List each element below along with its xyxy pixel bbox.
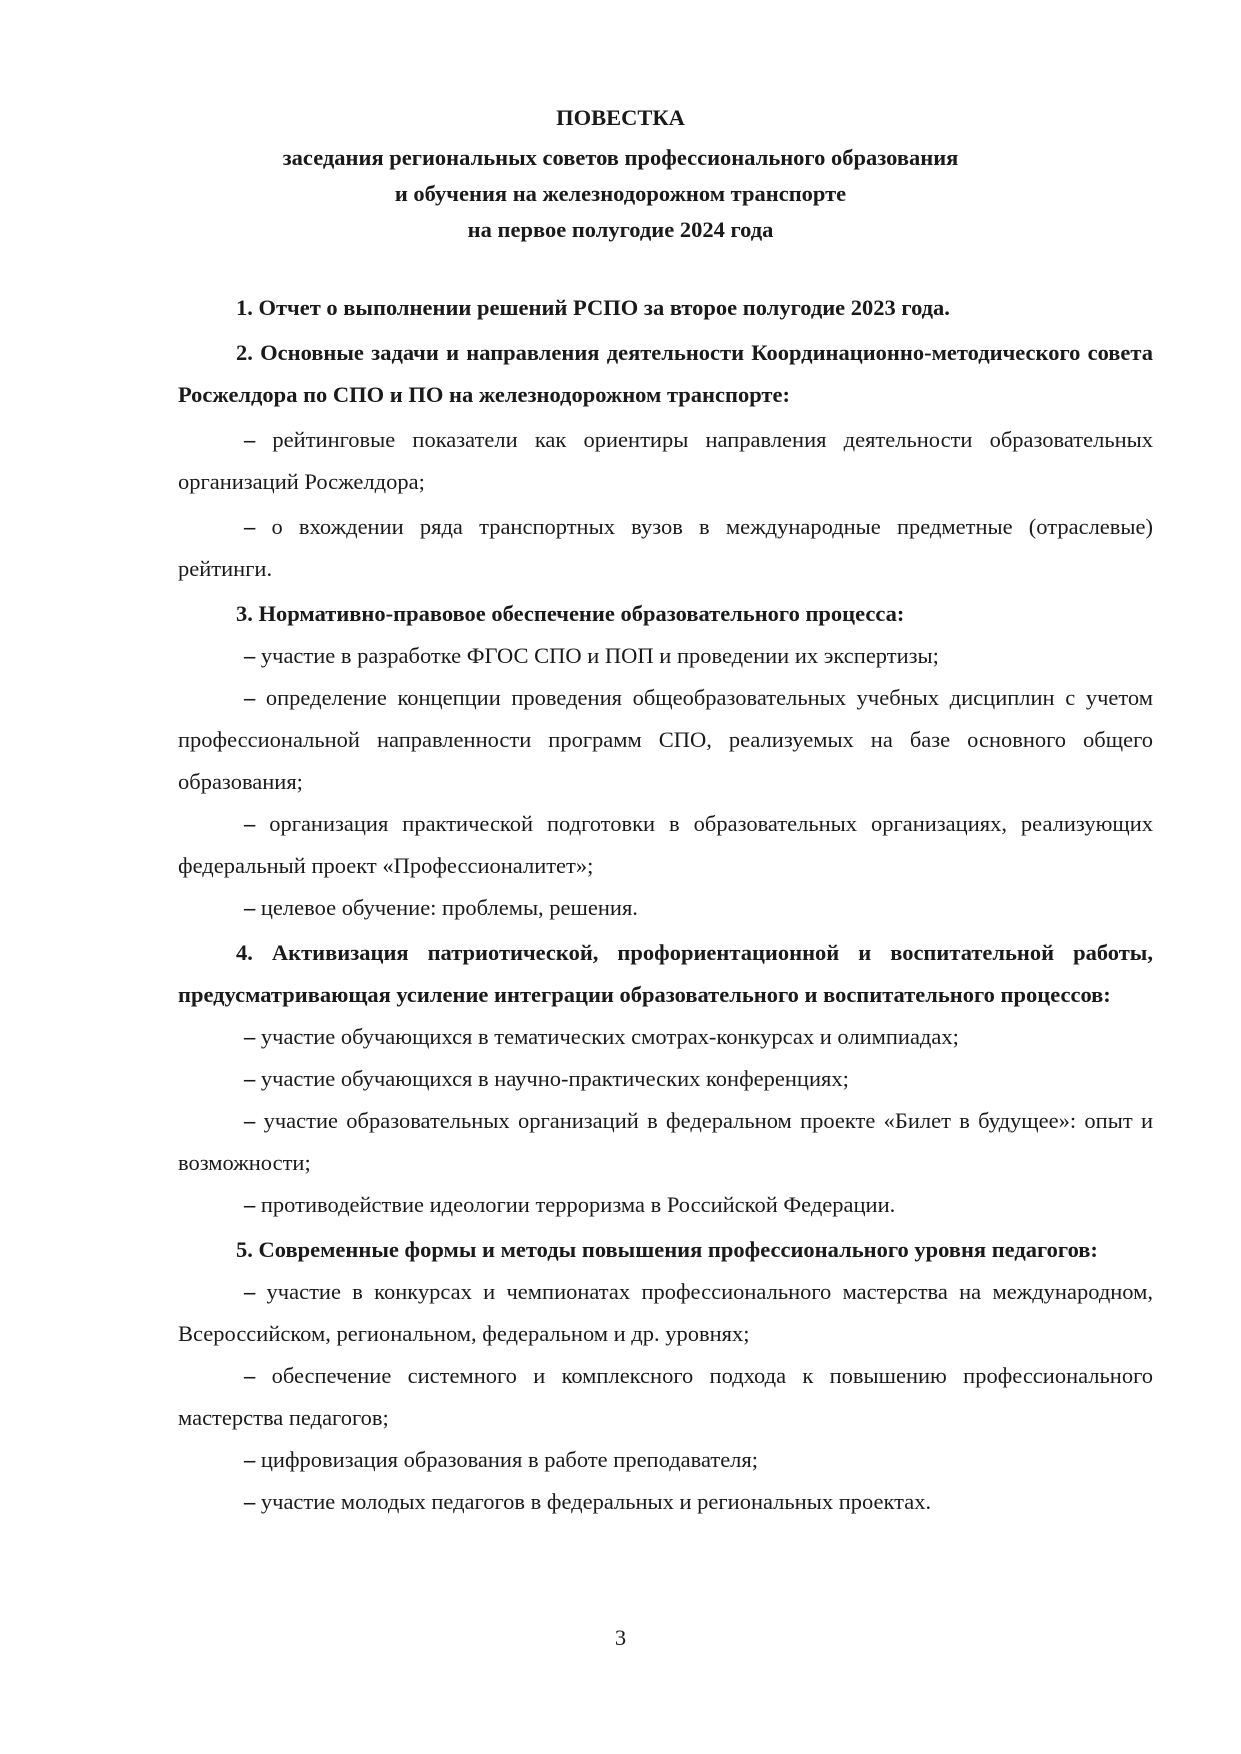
agenda-item-5-point-c [178, 1439, 1153, 1481]
point-text: организация практической подготовки в образовательных организациях, реализующих федеральный проект «Профессионалитет»; [178, 811, 1153, 878]
agenda-item-4: 4. Активизация патриотической, профориентационной и воспитательной работы, предусматривающая усиление интеграции образовательного и воспитательного процессов: [178, 940, 1153, 1007]
dash-marker: – [244, 427, 256, 452]
point-text: о вхождении ряда транспортных вузов в международные предметные (отраслевые) рейтинги. [178, 514, 1154, 581]
dash-marker: – [244, 1489, 256, 1514]
document-subtitle-line-1: заседания региональных советов профессионального образования [282, 145, 959, 170]
document-subtitle-line-3: на первое полугодие 2024 года [467, 217, 774, 242]
point-text: участие обучающихся в научно-практических конференциях; [260, 1066, 849, 1091]
agenda-item-2-point-a [178, 419, 1153, 503]
agenda-body [178, 287, 1153, 1523]
agenda-item-4-point-a [178, 1016, 1153, 1058]
dash-marker: – [244, 1447, 256, 1472]
dash-marker: – [244, 1192, 256, 1217]
point-text: целевое обучение: проблемы, решения. [260, 895, 638, 920]
point-text: обеспечение системного и комплексного подхода к повышению профессионального мастерства педагогов; [178, 1363, 1154, 1430]
agenda-item-4-point-b [178, 1058, 1153, 1100]
dash-marker: – [244, 811, 256, 836]
dash-marker: – [244, 1108, 256, 1133]
point-text: участие молодых педагогов в федеральных и региональных проектах. [260, 1489, 932, 1514]
point-text: участие в разработке ФГОС СПО и ПОП и проведении их экспертизы; [260, 643, 939, 668]
dash-marker: – [244, 1066, 256, 1091]
agenda-item-3-point-b [178, 677, 1153, 803]
agenda-item-2: 2. Основные задачи и направления деятельности Координационно-методического совета Росжелдора по СПО и ПО на железнодорожном транспорте: [178, 340, 1153, 407]
agenda-item-2-point-b [178, 506, 1153, 590]
point-text: определение концепции проведения общеобразовательных учебных дисциплин с учетом профессиональной направленности программ СПО, реализуемых на базе основного общего образования; [178, 685, 1153, 794]
dash-marker: – [244, 643, 256, 668]
agenda-item-5: 5. Современные формы и методы повышения профессионального уровня педагогов: [236, 1237, 1098, 1262]
agenda-item-3-point-c [178, 803, 1153, 887]
dash-marker: – [244, 514, 256, 539]
point-text: участие образовательных организаций в федеральном проекте «Билет в будущее»: опыт и возможности; [178, 1108, 1154, 1175]
page-number: 3 [614, 1625, 627, 1650]
agenda-item-4-point-d [178, 1184, 1153, 1226]
agenda-item-5-point-d [178, 1481, 1153, 1523]
agenda-item-4-point-c [178, 1100, 1153, 1184]
document-subtitle-line-2: и обучения на железнодорожном транспорте [394, 181, 847, 206]
point-text: цифровизация образования в работе преподавателя; [260, 1447, 759, 1472]
point-text: участие в конкурсах и чемпионатах профессионального мастерства на международном, Всероссийском, региональном, федеральном и др. уровнях; [178, 1279, 1153, 1346]
point-text: противодействие идеологии терроризма в Российской Федерации. [260, 1192, 896, 1217]
agenda-item-5-point-b [178, 1355, 1153, 1439]
agenda-item-5-point-a [178, 1271, 1153, 1355]
dash-marker: – [244, 1024, 256, 1049]
dash-marker: – [244, 895, 256, 920]
agenda-item-3-point-a [178, 635, 1153, 677]
point-text: участие обучающихся в тематических смотрах-конкурсах и олимпиадах; [260, 1024, 959, 1049]
agenda-item-3: 3. Нормативно-правовое обеспечение образовательного процесса: [236, 601, 905, 626]
agenda-item-3-point-d [178, 887, 1153, 929]
dash-marker: – [244, 685, 256, 710]
dash-marker: – [244, 1363, 256, 1388]
point-text: рейтинговые показатели как ориентиры направления деятельности образовательных организаций Росжелдора; [178, 427, 1153, 494]
document-title: ПОВЕСТКА [556, 105, 685, 130]
dash-marker: – [244, 1279, 256, 1304]
agenda-item-1: 1. Отчет о выполнении решений РСПО за второе полугодие 2023 года. [236, 295, 950, 320]
